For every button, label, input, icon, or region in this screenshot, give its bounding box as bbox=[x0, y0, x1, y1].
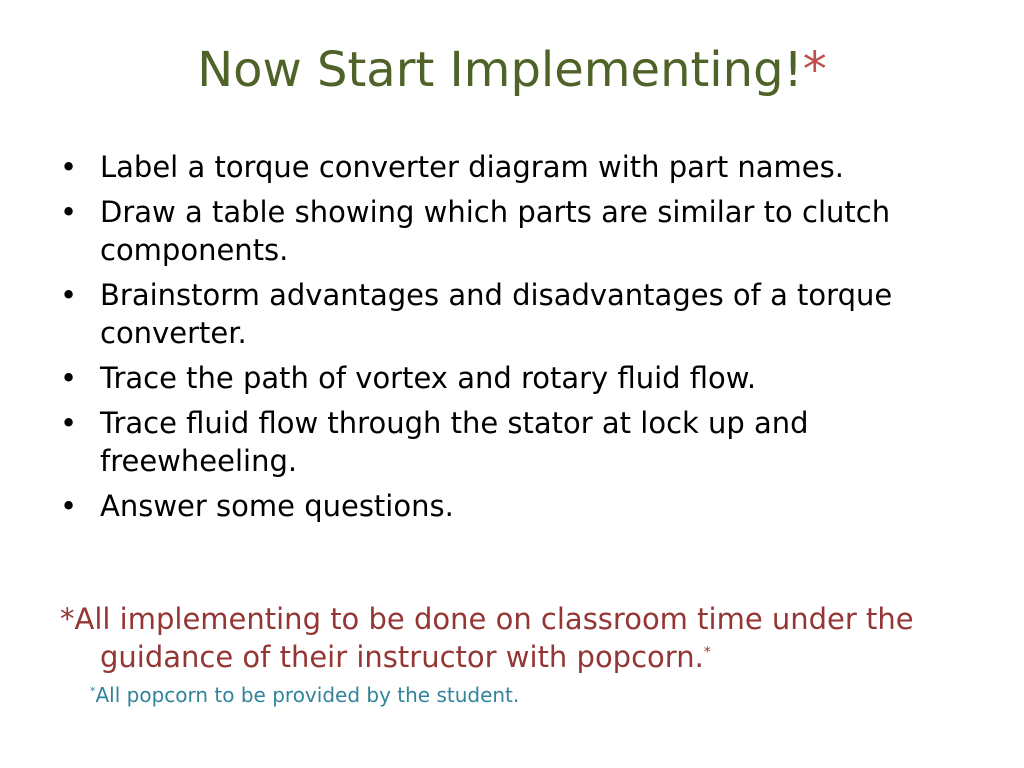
bullet-dot: • bbox=[60, 195, 78, 229]
bullet-dot: • bbox=[60, 361, 78, 395]
bullet-item bbox=[60, 487, 1000, 525]
bullet-item bbox=[60, 276, 1000, 352]
note-footnote-marker: * bbox=[703, 644, 711, 661]
slide-title bbox=[0, 42, 1024, 100]
bullet-text: Answer some questions. bbox=[100, 489, 454, 523]
bullet-dot: • bbox=[60, 489, 78, 523]
title-asterisk: * bbox=[802, 42, 827, 98]
bullet-item bbox=[60, 404, 1000, 480]
footnote-text: All popcorn to be provided by the student. bbox=[95, 683, 520, 707]
bullet-dot: • bbox=[60, 278, 78, 312]
bullet-item bbox=[60, 359, 1000, 397]
bullet-text: Brainstorm advantages and disadvantages of a torque converter. bbox=[100, 278, 893, 350]
footnote-marker: * bbox=[90, 684, 96, 698]
bullet-list bbox=[60, 148, 1000, 532]
bullet-text: Label a torque converter diagram with part names. bbox=[100, 150, 844, 184]
bullet-item bbox=[60, 148, 1000, 186]
bullet-text: Trace the path of vortex and rotary fluid flow. bbox=[100, 361, 757, 395]
bullet-text: Trace fluid flow through the stator at lock up and freewheeling. bbox=[100, 406, 809, 478]
implementation-note bbox=[60, 600, 1000, 676]
note-text: *All implementing to be done on classroom time under the guidance of their instructor with popcorn. bbox=[60, 602, 914, 674]
bullet-dot: • bbox=[60, 406, 78, 440]
bullet-dot: • bbox=[60, 150, 78, 184]
footnote bbox=[90, 681, 519, 709]
slide-title-text: Now Start Implementing! bbox=[197, 42, 803, 98]
bullet-item bbox=[60, 193, 1000, 269]
bullet-text: Draw a table showing which parts are similar to clutch components. bbox=[100, 195, 891, 267]
